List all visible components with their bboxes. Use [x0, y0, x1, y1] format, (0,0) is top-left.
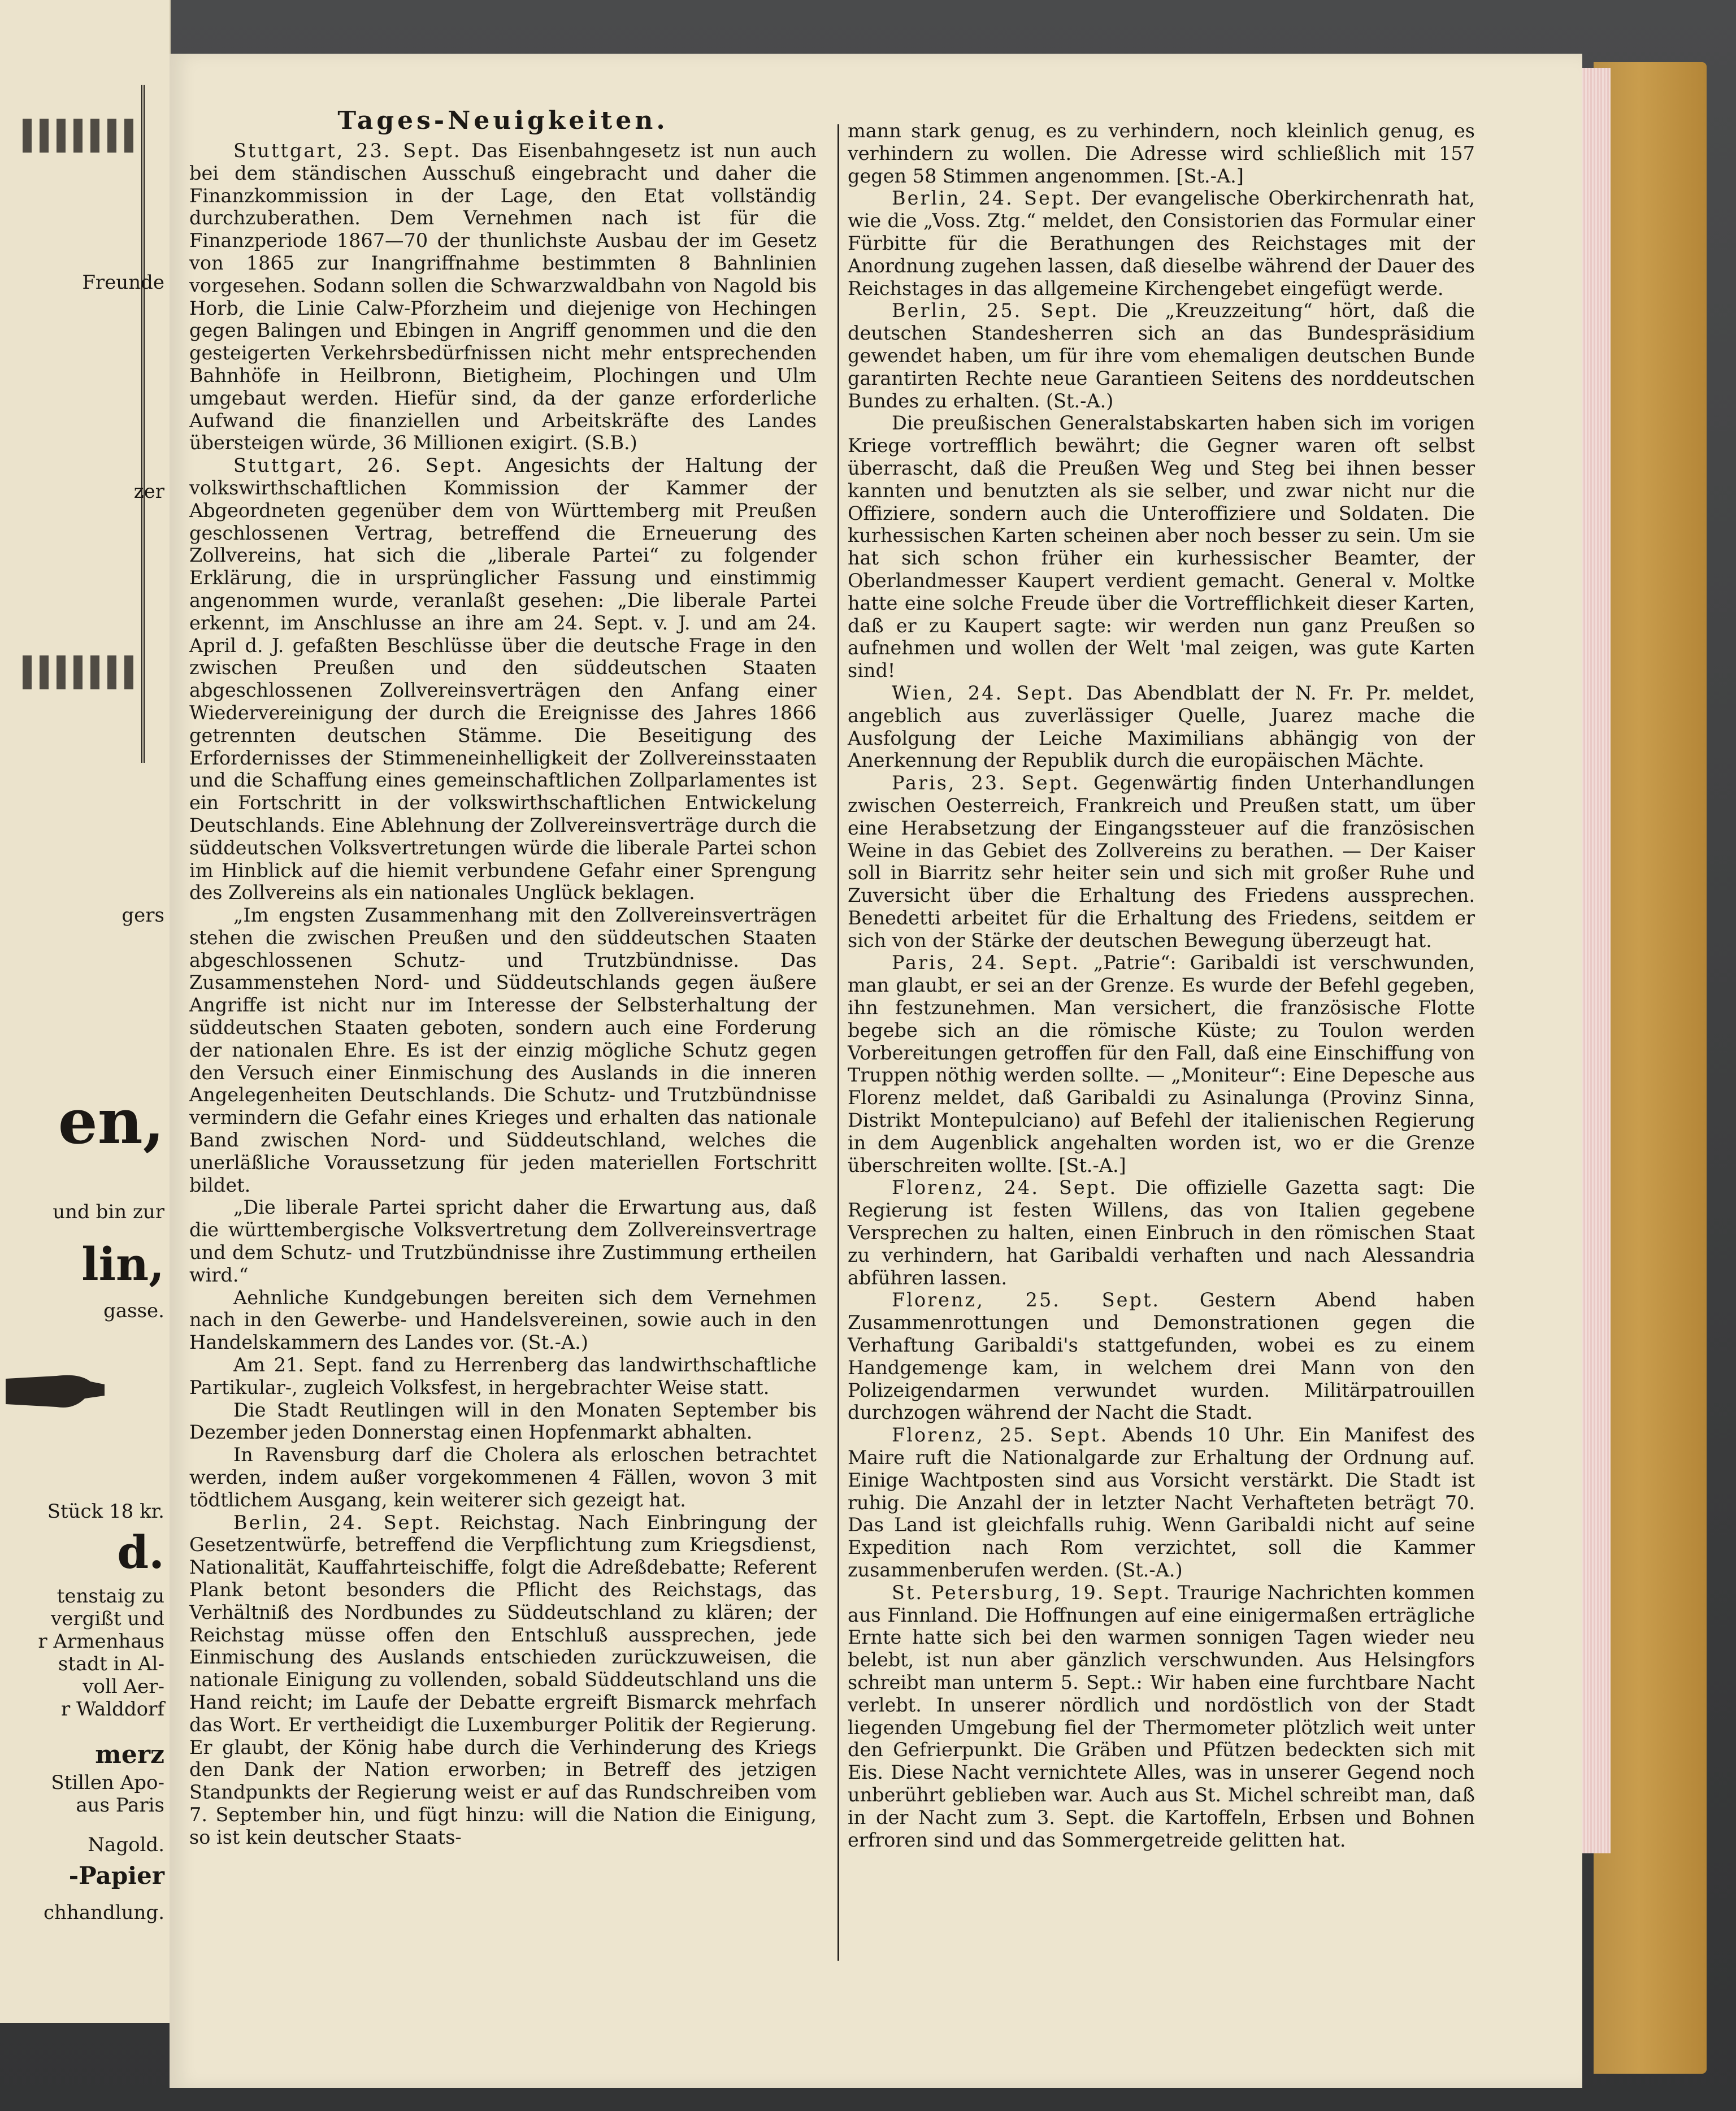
fragment-text: voll Aer- — [83, 1675, 164, 1698]
dateline: Berlin, 24. Sept. — [892, 187, 1083, 210]
article-text: „Im engsten Zusammenhang mit den Zollvereinsverträgen stehen die zwischen Preußen und den süddeutschen Staaten abgeschlossenen Schutz- und Trutzbündnisse. Das Zusammenstehen Nord- und Süddeutschlands gegen äußere Angriffe ist nicht nur im Interesse der Selbsterhaltung der süddeutschen Staaten geboten, sondern auch eine Forderung der nationalen Ehre. Es ist der einzig mögliche Schutz gegen den Versuch einer Einmischung des Auslands in die inneren Angelegenheiten Deutschlands. Die Schutz- und Trutzbündnisse vermindern die Gefahr eines Krieges und erhalten das nationale Band zwischen Nord- und Süddeutschland, welches die unerläßliche Voraussetzung für jeden materiellen Fortschritt bildet. — [189, 904, 817, 1196]
article-paragraph — [848, 1424, 1475, 1582]
fragment-text: chhandlung. — [43, 1901, 164, 1924]
article-paragraph — [189, 1354, 817, 1399]
article-text: Die preußischen Generalstabskarten haben sich im vorigen Kriege vortrefflich bewährt; die Gegner waren oft selbst überrascht, daß die Preußen Weg und Steg bei ihnen besser kannten und benutzten als sie selber, und zwar nicht nur die Offiziere, sondern auch die Unteroffiziere und Soldaten. Die kurhessischen Karten scheinen aber noch besser zu sein. Um sie hat sich schon früher ein kurhessischer Beamter, der Oberlandmesser Kaupert verdient gemacht. General v. Moltke hatte eine solche Freude über die Vortrefflichkeit dieser Karten, daß er zu Kaupert sagte: wir werden nun ganz Preußen so aufnehmen und wollen der Welt 'mal zeigen, was gute Karten sind! — [848, 412, 1475, 682]
fragment-text: Stillen Apo- — [51, 1771, 164, 1794]
fragment-text: r Walddorf — [60, 1698, 164, 1721]
article-paragraph — [189, 1287, 817, 1354]
article-paragraph — [848, 1582, 1475, 1852]
article-paragraph — [189, 1399, 817, 1444]
article-text: Am 21. Sept. fand zu Herrenberg das landwirthschaftliche Partikular-, zugleich Volksfest, in hergebrachter Weise statt. — [189, 1354, 817, 1398]
dateline: Wien, 24. Sept. — [892, 681, 1075, 704]
dateline: Berlin, 25. Sept. — [892, 299, 1099, 322]
article-paragraph — [189, 904, 817, 1196]
dateline: Florenz, 25. Sept. — [892, 1424, 1109, 1447]
right-column — [848, 120, 1475, 1851]
dateline: Stuttgart, 26. Sept. — [233, 454, 484, 477]
article-text: Das Eisenbahngesetz ist nun auch bei dem ständischen Ausschuß eingebracht und daher die Finanzkommission in der Lage, den Etat vollständig durchzuberathen. Dem Vernehmen nach ist für die Finanzperiode 1867—70 der thunlichste Ausbau der im Gesetz von 1865 zur Inangriffnahme bestimmten 8 Bahnlinien vorgesehen. Sodann sollen die Schwarzwaldbahn von Nagold bis Horb, die Linie Calw-Pforzheim und diejenige von Hechingen gegen Balingen und Ebingen in Angriff genommen und die den gesteigerten Verkehrsbedürfnissen nicht mehr entsprechenden Bahnhöfe in Heilbronn, Bietigheim, Plochingen und Ulm umgebaut werden. Hiefür sind, da der ganze erforderliche Aufwand die finanziellen und Arbeitskräfte des Landes übersteigen würde, 36 Millionen exigirt. (S.B.) — [189, 140, 817, 454]
fragment-text: Nagold. — [88, 1834, 164, 1856]
article-paragraph — [848, 187, 1475, 299]
fragment-text: r Armenhaus — [38, 1630, 164, 1653]
column-divider — [837, 124, 839, 1961]
dateline: Florenz, 25. Sept. — [892, 1289, 1161, 1311]
article-paragraph — [848, 682, 1475, 772]
article-paragraph — [189, 454, 817, 904]
ornament-band — [23, 119, 136, 153]
article-text: Das Abendblatt der N. Fr. Pr. meldet, angeblich aus zuverlässiger Quelle, Juarez mache die Ausfolgung der Leiche Maximilians abhängig von der Anerkennung der Republik durch die europäischen Mächte. — [848, 681, 1475, 772]
fragment-text: zer — [133, 480, 164, 503]
article-text: Abends 10 Uhr. Ein Manifest des Maire ruft die Nationalgarde zur Erhaltung der Ordnung auf. Einige Wachtposten sind aus Vorsicht verstärkt. Die Stadt ist ruhig. Die Anzahl der in letzter Nacht Verhafteten beträgt 70. Das Land ist gleichfalls ruhig. Wenn Garibaldi nicht auf seine Expedition nach Rom verzichtet, soll die Kammer zusammenberufen werden. (St.-A.) — [848, 1424, 1475, 1581]
fragment-text: und bin zur — [53, 1201, 164, 1223]
article-paragraph — [848, 772, 1475, 952]
previous-page-fragment — [0, 0, 171, 2023]
article-text: Reichstag. Nach Einbringung der Gesetzentwürfe, betreffend die Verpflichtung zum Kriegsdienst, Nationalität, Kauffahrteischiffe, folgt die Adreßdebatte; Referent Plank betont besonders die Pflicht des Reichstags, das Verhältniß des Nordbundes zu Süddeutschland zu klären; der Reichstag müsse offen den Entschluß aussprechen, jede Einmischung des Auslands entschieden zurückzuweisen, die nationale Einigung zu vollenden, sobald Süddeutschland uns die Hand reicht; im Laufe der Debatte ergreift Bismarck mehrfach das Wort. Er vertheidigt die Luxemburger Politik der Regierung. Er glaubt, der König habe durch die Verhinderung des Kriegs den Dank der Nation erworben; in Betreff des jetzigen Standpunkts der Regierung weist er auf das Rundschreiben vom 7. September hin, und fügt hinzu: will die Nation die Einigung, so ist kein deutscher Staats- — [189, 1511, 817, 1848]
dateline: Stuttgart, 23. Sept. — [233, 140, 462, 162]
dateline: St. Petersburg, 19. Sept. — [892, 1581, 1171, 1604]
article-text: „Die liberale Partei spricht daher die Erwartung aus, daß die württembergische Volksvertretung dem Zollvereinsvertrage und dem Schutz- und Trutzbündnisse ihre Zustimmung ertheilen wird.“ — [189, 1196, 817, 1286]
fragment-text: tenstaig zu — [57, 1585, 164, 1608]
left-column — [189, 54, 817, 1849]
article-text: „Patrie“: Garibaldi ist verschwunden, man glaubt, er sei an der Grenze. Es wurde der Befehl gegeben, ihn festzunehmen. Man versichert, die französische Flotte begebe sich an die römische Küste; zu Toulon werden Vorbereitungen getroffen für den Fall, daß eine Einschiffung von Truppen nöthig werden sollte. — „Moniteur“: Eine Depesche aus Florenz meldet, daß Garibaldi zu Asinalunga (Provinz Sinna, Distrikt Montepulciano) auf Befehl der italienischen Regierung in dem Augenblick angehalten worden ist, wo er die Grenze überschreiten wollte. [St.-A.] — [848, 952, 1475, 1176]
dateline: Florenz, 24. Sept. — [892, 1176, 1118, 1199]
fragment-text: d. — [117, 1526, 164, 1579]
article-paragraph — [848, 299, 1475, 412]
pointing-hand-icon — [6, 1356, 107, 1418]
article-paragraph — [848, 1176, 1475, 1289]
article-text: Traurige Nachrichten kommen aus Finnland. Die Hoffnungen auf eine einigermaßen erträgliche Ernte hatte sich bei den warmen sonnigen Tagen wieder neu belebt, ist nun aber gänzlich verschwunden. Aus Helsingfors schreibt man unterm 5. Sept.: Wir haben eine furchtbare Nacht verlebt. In unserer nördlich und nordöstlich von der Stadt liegenden Umgebung fiel der Thermometer plötzlich weit unter den Gefrierpunkt. Die Gräben und Pfützen bedeckten sich mit Eis. Diese Nacht vernichtete Alles, was in unserer Gegend noch unberührt geblieben war. Auch aus St. Michel schreibt man, daß in der Nacht zum 3. Sept. die Kartoffeln, Erbsen und Bohnen erfroren sind und das Sommergetreide gelitten hat. — [848, 1581, 1475, 1851]
fragment-text: aus Paris — [76, 1794, 164, 1817]
article-paragraph — [189, 1511, 817, 1849]
article-text: Die offizielle Gazetta sagt: Die Regierung ist festen Willens, das von Italien gegebene Versprechen zu halten, einen Einbruch in den römischen Staat zu verhindern, hat Garibaldi verhaften und nach Alessandria abführen lassen. — [848, 1176, 1475, 1289]
article-paragraph — [848, 120, 1475, 187]
dateline: Berlin, 24. Sept. — [233, 1511, 442, 1534]
ornament-band — [23, 655, 136, 689]
fragment-text: gers — [121, 904, 164, 927]
article-text: Aehnliche Kundgebungen bereiten sich dem Vernehmen nach in den Gewerbe- und Handelsvereinen, sowie auch in den Handelskammern des Landes vor. (St.-A.) — [189, 1286, 817, 1354]
article-text: Die Stadt Reutlingen will in den Monaten September bis Dezember jeden Donnerstag einen Hopfenmarkt abhalten. — [189, 1398, 817, 1444]
fragment-text: Freunde — [82, 271, 164, 294]
fragment-text: merz — [95, 1740, 164, 1769]
article-text: Die „Kreuzzeitung“ hört, daß die deutschen Standesherren sich an das Bundespräsidium gewendet haben, um für ihre vom ehemaligen deutschen Bunde garantirten Rechte neue Garantieen Seitens des norddeutschen Bundes zu erhalten. (St.-A.) — [848, 299, 1475, 412]
article-paragraph — [848, 952, 1475, 1176]
fragment-text: -Papier — [68, 1862, 164, 1890]
dateline: Paris, 24. Sept. — [892, 952, 1080, 974]
article-text: mann stark genug, es zu verhindern, noch kleinlich genug, es verhindern zu wollen. Die Adresse wird schließlich mit 157 gegen 58 Stimmen angenommen. [St.-A.] — [848, 120, 1475, 187]
article-paragraph — [189, 1444, 817, 1511]
book-cover-board — [1594, 62, 1707, 2074]
article-text: Gestern Abend haben Zusammenrottungen und Demonstrationen gegen die Verhaftung Garibaldi's stattgefunden, wobei es zu einem Handgemenge kam, in welchem drei Mann von den Polizeigendarmen verwundet wurden. Militärpatrouillen durchzogen während der Nacht die Stadt. — [848, 1289, 1475, 1424]
article-paragraph — [848, 1289, 1475, 1424]
article-paragraph — [189, 140, 817, 454]
article-text: Angesichts der Haltung der volkswirthschaftlichen Kommission der Kammer der Abgeordneten gegenüber dem von Württemberg mit Preußen geschlossenen Vertrag, betreffend die Erneuerung des Zollvereins, hat sich die „liberale Partei“ zu folgender Erklärung, die in ursprünglicher Fassung und einstimmig angenommen wurde, veranlaßt gesehen: „Die liberale Partei erkennt, im Anschlusse an ihre am 24. Sept. v. J. und am 24. April d. J. gefaßten Beschlüsse über die deutsche Frage in den zwischen Preußen und den süddeutschen Staaten abgeschlossenen Zollvereinsverträgen den Anfang einer Wiedervereinigung der durch die Ereignisse des Jahres 1866 getrennten deutschen Stämme. Die Beseitigung des Erfordernisses der Stimmeneinhelligkeit der Zollvereinsstaaten und die Schaffung eines gemeinschaftlichen Zollparlamentes ist ein Fortschritt in der volkswirthschaftlichen Entwickelung Deutschlands. Eine Ablehnung der Zollvereinsverträge durch die süddeutschen Volksvertretungen würde die liberale Partei schon im Hinblick auf die hiemit verbundene Gefahr einer Sprengung des Zollvereins als ein nationales Unglück beklagen. — [189, 454, 817, 904]
fragment-text: lin, — [81, 1237, 164, 1291]
article-paragraph — [848, 412, 1475, 682]
article-text: Der evangelische Oberkirchenrath hat, wie die „Voss. Ztg.“ meldet, den Consistorien das Formular einer Fürbitte für die Berathungen des Reichstages mit der Anordnung zugehen lassen, daß dieselbe während der Dauer des Reichstages in das allgemeine Kirchengebet eingefügt werde. — [848, 187, 1475, 299]
dateline: Paris, 23. Sept. — [892, 772, 1080, 794]
fragment-text: stadt in Al- — [58, 1653, 164, 1675]
article-paragraph — [189, 1196, 817, 1286]
article-text: In Ravensburg darf die Cholera als erloschen betrachtet werden, indem außer vorgekommenen 4 Fällen, wovon 3 mit tödtlichem Ausgang, kein weiterer sich gezeigt hat. — [189, 1444, 817, 1511]
article-text: Gegenwärtig finden Unterhandlungen zwischen Oesterreich, Frankreich und Preußen statt, um über eine Herabsetzung der Eingangssteuer auf die französischen Weine in das Gebiet des Zollvereins zu berathen. — Der Kaiser soll in Biarritz sehr heiter sein und sich mit großer Ruhe und Zuversicht über die Erhaltung des Friedens aussprechen. Benedetti arbeitet für die Erhaltung des Friedens, seitdem er sich von der Stärke der deutschen Bewegung überzeugt hat. — [848, 772, 1475, 952]
fragment-text: Stück 18 kr. — [47, 1500, 164, 1523]
fragment-text: en, — [58, 1085, 164, 1158]
fragment-text: gasse. — [103, 1300, 164, 1322]
fragment-text: vergißt und — [51, 1608, 164, 1630]
section-title: Tages-Neuigkeiten. — [337, 106, 669, 135]
